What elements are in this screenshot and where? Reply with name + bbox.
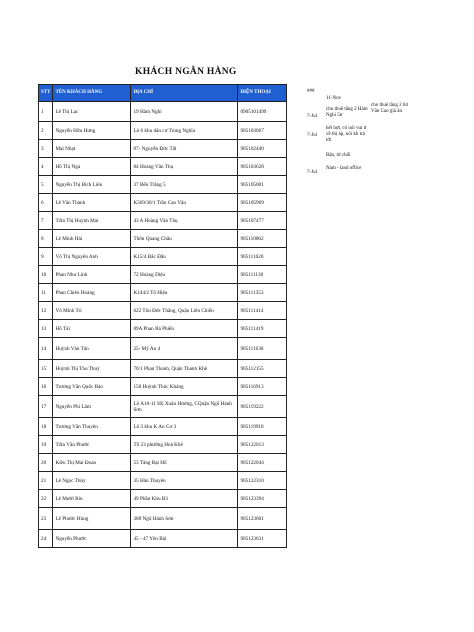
cell-phone: 905102440 xyxy=(238,140,287,158)
cell-stt: 2 xyxy=(39,122,53,140)
table-row xyxy=(39,530,287,548)
cell-stt: 23 xyxy=(39,508,53,530)
table-row xyxy=(39,302,287,320)
table-row xyxy=(39,360,287,378)
cell-stt: 14 xyxy=(39,338,53,360)
cell-name: Huỳnh Văn Tân xyxy=(53,338,131,360)
table-row xyxy=(39,378,287,396)
cell-phone: 905116913 xyxy=(238,378,287,396)
cell-stt: 16 xyxy=(39,378,53,396)
cell-address: 37 Bến Trắng 5 xyxy=(131,176,238,194)
table-row xyxy=(39,320,287,338)
cell-phone: 905122044 xyxy=(238,454,287,472)
cell-name: Hồ Tài xyxy=(53,320,131,338)
cell-phone: 905105969 xyxy=(238,194,287,212)
header-address: ĐỊA CHỈ xyxy=(131,85,238,102)
cell-phone: 905119918 xyxy=(238,418,287,436)
cell-stt: 24 xyxy=(39,530,53,548)
note-text-3: Bận, từ chối xyxy=(326,153,351,158)
table-row xyxy=(39,436,287,454)
cell-address: 72 Hoàng Diệu xyxy=(131,266,238,284)
table-row xyxy=(39,212,287,230)
cell-address: 49 Phần Khu B3 xyxy=(131,490,238,508)
cell-phone: 905123601 xyxy=(238,508,287,530)
cell-phone: 905103067 xyxy=(238,122,287,140)
cell-address: 158 Huỳnh Thúc Kháng xyxy=(131,378,238,396)
note-date-2: 7-Jul xyxy=(307,133,317,138)
note-header-left: ### xyxy=(307,89,315,94)
cell-name: Phan Chiêu Hoàng xyxy=(53,284,131,302)
cell-phone: 905122013 xyxy=(238,436,287,454)
cell-name: Lê Ngọc Thủy xyxy=(53,472,131,490)
table-row xyxy=(39,122,287,140)
table-row xyxy=(39,396,287,418)
cell-stt: 12 xyxy=(39,302,53,320)
cell-name: Trần Văn Phước xyxy=(53,436,131,454)
header-name: TÊN KHÁCH HÀNG xyxy=(53,85,131,102)
note-right-text: cho thuê tầng 2 64 Văn Cao giá ăn xyxy=(371,103,408,114)
cell-phone: 905112155 xyxy=(238,360,287,378)
cell-name: Hồ Thị Nga xyxy=(53,158,131,176)
cell-address: 07- Nguyễn Đức Tất xyxy=(131,140,238,158)
note-date-4: 7-Jul xyxy=(307,170,317,175)
note-header-date: 11-Nov xyxy=(326,96,342,101)
cell-address: 53 Tăng Bạt Hổ xyxy=(131,454,238,472)
cell-stt: 21 xyxy=(39,472,53,490)
note-text-4: Nam - land office xyxy=(326,166,362,171)
cell-name: Phan Như Linh xyxy=(53,266,131,284)
cell-phone: 905103628 xyxy=(238,158,287,176)
table-row xyxy=(39,194,287,212)
cell-address: 43 A Hoàng Văn Thụ xyxy=(131,212,238,230)
table-row xyxy=(39,230,287,248)
header-phone: ĐIỆN THOẠI xyxy=(238,85,287,102)
cell-name: Lê Thị Lạc xyxy=(53,102,131,122)
table-row xyxy=(39,338,287,360)
cell-phone: 905111020 xyxy=(238,248,287,266)
cell-name: Trần Thị Huỳnh Mai xyxy=(53,212,131,230)
cell-phone: 905111353 xyxy=(238,284,287,302)
cell-phone: 905111419 xyxy=(238,320,287,338)
cell-stt: 6 xyxy=(39,194,53,212)
cell-address: Lô 6 khu dân cư Trung Nghĩa xyxy=(131,122,238,140)
cell-phone: 905111130 xyxy=(238,266,287,284)
cell-phone: 0905101499 xyxy=(238,102,287,122)
table-row xyxy=(39,158,287,176)
table-row xyxy=(39,284,287,302)
cell-address: 84 Hoàng Văn Thụ xyxy=(131,158,238,176)
cell-address: 388 Ngũ Hành Sơn xyxy=(131,508,238,530)
table-row xyxy=(39,248,287,266)
cell-stt: 20 xyxy=(39,454,53,472)
customer-table xyxy=(38,84,287,548)
cell-address: Tổ 23 phường Hoà Khê xyxy=(131,436,238,454)
cell-name: Võ Thị Nguyên Anh xyxy=(53,248,131,266)
cell-name: Nguyễn Thị Bích Liên xyxy=(53,176,131,194)
cell-stt: 15 xyxy=(39,360,53,378)
cell-name: Lê Mười Rin xyxy=(53,490,131,508)
note-text-1: cho thuê tầng 2 Hàm Nghi 5tr xyxy=(326,107,368,118)
cell-stt: 17 xyxy=(39,396,53,418)
cell-address: 45 - 47 Yên Bái xyxy=(131,530,238,548)
table-row xyxy=(39,176,287,194)
cell-stt: 9 xyxy=(39,248,53,266)
cell-address: Lô A10-11 Hồ Xuân Hương, CQuận Ngũ Hành Sơn xyxy=(131,396,238,418)
page-title: KHÁCH NGÂN HÀNG xyxy=(135,67,237,77)
table-row xyxy=(39,266,287,284)
cell-name: Lê Minh Hải xyxy=(53,230,131,248)
cell-address: K15/4 Bắc Đẩu xyxy=(131,248,238,266)
cell-name: Lê Văn Thành xyxy=(53,194,131,212)
table-header-row xyxy=(39,85,287,102)
cell-name: Mai Nhạt xyxy=(53,140,131,158)
cell-phone: 905123394 xyxy=(238,490,287,508)
cell-address: 622 Tôn Đức Thắng, Quận Liên Chiểu xyxy=(131,302,238,320)
cell-phone: 905119222 xyxy=(238,396,287,418)
cell-phone: 905123631 xyxy=(238,530,287,548)
cell-name: Kiều Thị Mai Đoan xyxy=(53,454,131,472)
cell-stt: 11 xyxy=(39,284,53,302)
cell-address: Thôn Quang Châu xyxy=(131,230,238,248)
cell-stt: 1 xyxy=(39,102,53,122)
note-text-2: hết hợt, có nói vui tt về thị áp, nói kh trả lời xyxy=(326,126,367,143)
cell-address: 70/1 Phan Thanh, Quận Thanh Khê xyxy=(131,360,238,378)
cell-phone: 905110862 xyxy=(238,230,287,248)
table-row xyxy=(39,472,287,490)
cell-stt: 10 xyxy=(39,266,53,284)
table-row xyxy=(39,102,287,122)
cell-stt: 7 xyxy=(39,212,53,230)
cell-address: Lô 3 khu K An Cư 3 xyxy=(131,418,238,436)
cell-name: Nguyễn Hữu Hưng xyxy=(53,122,131,140)
cell-name: Trương Văn Quốc Bảo xyxy=(53,378,131,396)
cell-name: Võ Minh Trí xyxy=(53,302,131,320)
cell-name: Lê Phước Hùng xyxy=(53,508,131,530)
table-row xyxy=(39,454,287,472)
cell-name: Trương Văn Thuyên xyxy=(53,418,131,436)
table-row xyxy=(39,508,287,530)
cell-stt: 22 xyxy=(39,490,53,508)
cell-address: K144/2 Tô Hiệu xyxy=(131,284,238,302)
cell-address: 09A Phan Bá Phiến xyxy=(131,320,238,338)
table-row xyxy=(39,140,287,158)
cell-name: Nguyễn Phi Lâm xyxy=(53,396,131,418)
cell-phone: 905122310 xyxy=(238,472,287,490)
cell-name: Huỳnh Thị Thu Thuỷ xyxy=(53,360,131,378)
cell-stt: 18 xyxy=(39,418,53,436)
cell-stt: 8 xyxy=(39,230,53,248)
cell-name: Nguyễn Phước xyxy=(53,530,131,548)
cell-address: 25- Mỹ An 4 xyxy=(131,338,238,360)
cell-phone: 905111638 xyxy=(238,338,287,360)
cell-stt: 5 xyxy=(39,176,53,194)
note-date-1: 7-Jul xyxy=(307,114,317,119)
cell-address: K569/30/1 Trần Cao Vân xyxy=(131,194,238,212)
cell-stt: 3 xyxy=(39,140,53,158)
cell-stt: 13 xyxy=(39,320,53,338)
cell-address: 35 Hàn Thuyên xyxy=(131,472,238,490)
cell-phone: 905111414 xyxy=(238,302,287,320)
cell-address: 19 Hàm Nghi xyxy=(131,102,238,122)
table-row xyxy=(39,490,287,508)
cell-stt: 19 xyxy=(39,436,53,454)
cell-phone: 905105001 xyxy=(238,176,287,194)
table-row xyxy=(39,418,287,436)
cell-stt: 4 xyxy=(39,158,53,176)
header-stt: STT xyxy=(39,85,53,102)
cell-phone: 905107477 xyxy=(238,212,287,230)
